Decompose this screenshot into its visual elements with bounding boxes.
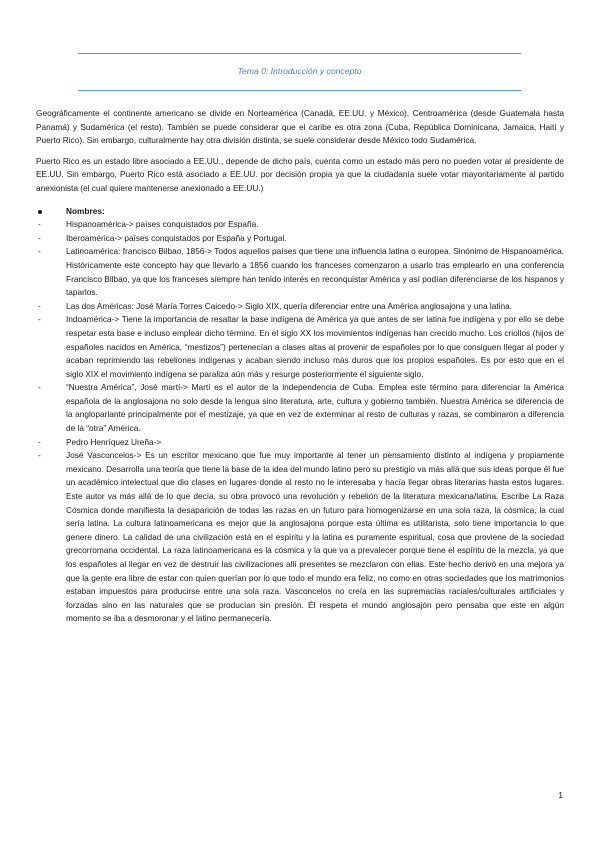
list-item-text: Las dos Américas: José María Torres Caicedo-> Siglo XIX, quería diferenciar entre una América anglosajona y una latina.	[66, 300, 513, 311]
list-item-text: Hispanoamérica-> países conquistados por España.	[66, 219, 259, 230]
page-title: Tema 0: Introducción y concepto	[237, 66, 362, 76]
list-heading-item	[36, 205, 564, 219]
list-item	[36, 300, 564, 314]
document-body	[36, 107, 564, 626]
list-item	[36, 218, 564, 232]
paragraph-puerto-rico: Puerto Rico es un estado libre asociado a EE.UU., depende de dicho país, cuenta como un estado más pero no pueden votar al presidente de EE.UU. Sin embargo, Puerto Rico está asociado a EE.UU. por decisión propia ya que la ciudadanía suele votar mayoritariamente al partido anexionista (el cual quiere mantenerse anexionado a EE.UU.)	[36, 155, 564, 193]
list-item-text: “Nuestra América”, José martí-> Martí es el autor de la independencia de Cuba. Emplea este término para diferenciar la América española de la anglosajona no solo desde la lengua sino literatura, arte, cultura y gobierno también. Nuestra América se diferencia de la angloparlante principalmente por el mestizaje, ya que en vez de exterminar al resto de culturas y razas, se combinaron a diferencia de la “otra” América.	[66, 382, 564, 434]
page-number: 1	[558, 790, 563, 800]
names-list	[36, 205, 564, 626]
list-heading: Nombres:	[66, 205, 105, 216]
list-item	[36, 436, 564, 450]
list-item-text: Pedro Henríquez Ureña->	[66, 436, 162, 447]
list-item	[36, 232, 564, 246]
paragraph-geography: Geográficamente el continente americano se divide en Norteamérica (Canadá, EE.UU. y México), Centroamérica (desde Guatemala hasta Panamá) y Sudamérica (el resto). También se puede considerar que el caribe es otra zona (Cuba, República Dominicana, Jamaica, Haití y Puerto Rico). Sin embargo, culturalmente hay otra división distinta, se suele considerar desde México todo Sudamérica.	[36, 108, 564, 146]
list-item	[36, 449, 564, 626]
list-item-text: José Vasconcelos-> Es un escritor mexicano que fue muy importante al tener un pensamiento distinto al indígena y propiamente mexicano. Desarrolla una teoría que tiene la base de la idea del mundo latino pero su prestigio va más allá que sus ideas porque él fue un académico intelectual que dio clases en lugares donde al resto no le interesaba y hacía llegar obras literarias hasta estos lugares. Este autor va más allá de lo que decía, su obra provocó una revolución y rebelión de la literatura mexicana/latina. Escribe La Raza Cósmica donde manifiesta la desaparición de todas las razas en un futuro para homogenizarse en una sola raza, la cósmica, la cual sería latina. La cultura latinoamericana es mejor que la anglosajona porque esta última es utilitarista, solo tiene importancia lo que genere dinero. La calidad de una civilización está en el espíritu y la latina es puramente espiritual, cosa que proviene de la sociedad grecorromana occidental. La raza latinoamericana es la cósmica y la que va a prevalecer porque tiene el espíritu de la mezcla, ya que los españoles al llegar en vez de destruir las civilizaciones allí presentes se mezclaron con ellas. Este hecho derivó en una mejora ya que la gente era libre de estar con quien querían por lo que todo el mundo era feliz, no como en otras sociedades que los matrimonios estaban impuestos para producirse entre una sola raza. Vasconcelos no creía en las supremacías raciales/culturales artificiales y forzadas sino en las naturales que se producían sin presión. Él respeta el mundo anglosajón pero pensaba que este en algún momento se iba a desmoronar y el latino permanecería.	[66, 450, 564, 624]
list-item-text: Iberoamérica-> países conquistados por España y Portugal.	[66, 232, 287, 243]
list-item-text: Indoamérica-> Tiene la importancia de resaltar la base indígena de América ya que antes de ser latina fue indígena y por ello se debe respetar esta base e incluso emplear dicho término. En el siglo XX los movimientos indígenas han crecido mucho. Los criollos (hijos de españoles nacidos en América, “mestizos”) pertenecían a clases altas al provenir de españoles por lo que consiguen llegar al poder y acaban reprimiendo las rebeliones indígenas y acaban siendo incluso más duros que los propios españoles. Es por esto que en el siglo XIX el movimiento indígena se paraliza aún más y resurge posteriormente el siguiente siglo.	[66, 314, 564, 379]
list-item	[36, 245, 564, 299]
list-item	[36, 381, 564, 435]
header-rule-bottom	[78, 90, 521, 91]
list-item-text: Latinoamérica: francisco Bilbao, 1856-> Todos aquellos países que tiene una influencia latina o europea. Sinónimo de Hispanoamérica. Históricamente este concepto hay que llevarlo a 1856 cuando los franceses comenzaron a usarlo tras emplearlo en una conferencia Francisco Bilbao, ya que los franceses siempre han tenido interés en reconquistar América y así podían diferenciarse de los hispanos y taparlos.	[66, 246, 564, 298]
list-item	[36, 313, 564, 381]
header-rule-top	[78, 53, 521, 54]
